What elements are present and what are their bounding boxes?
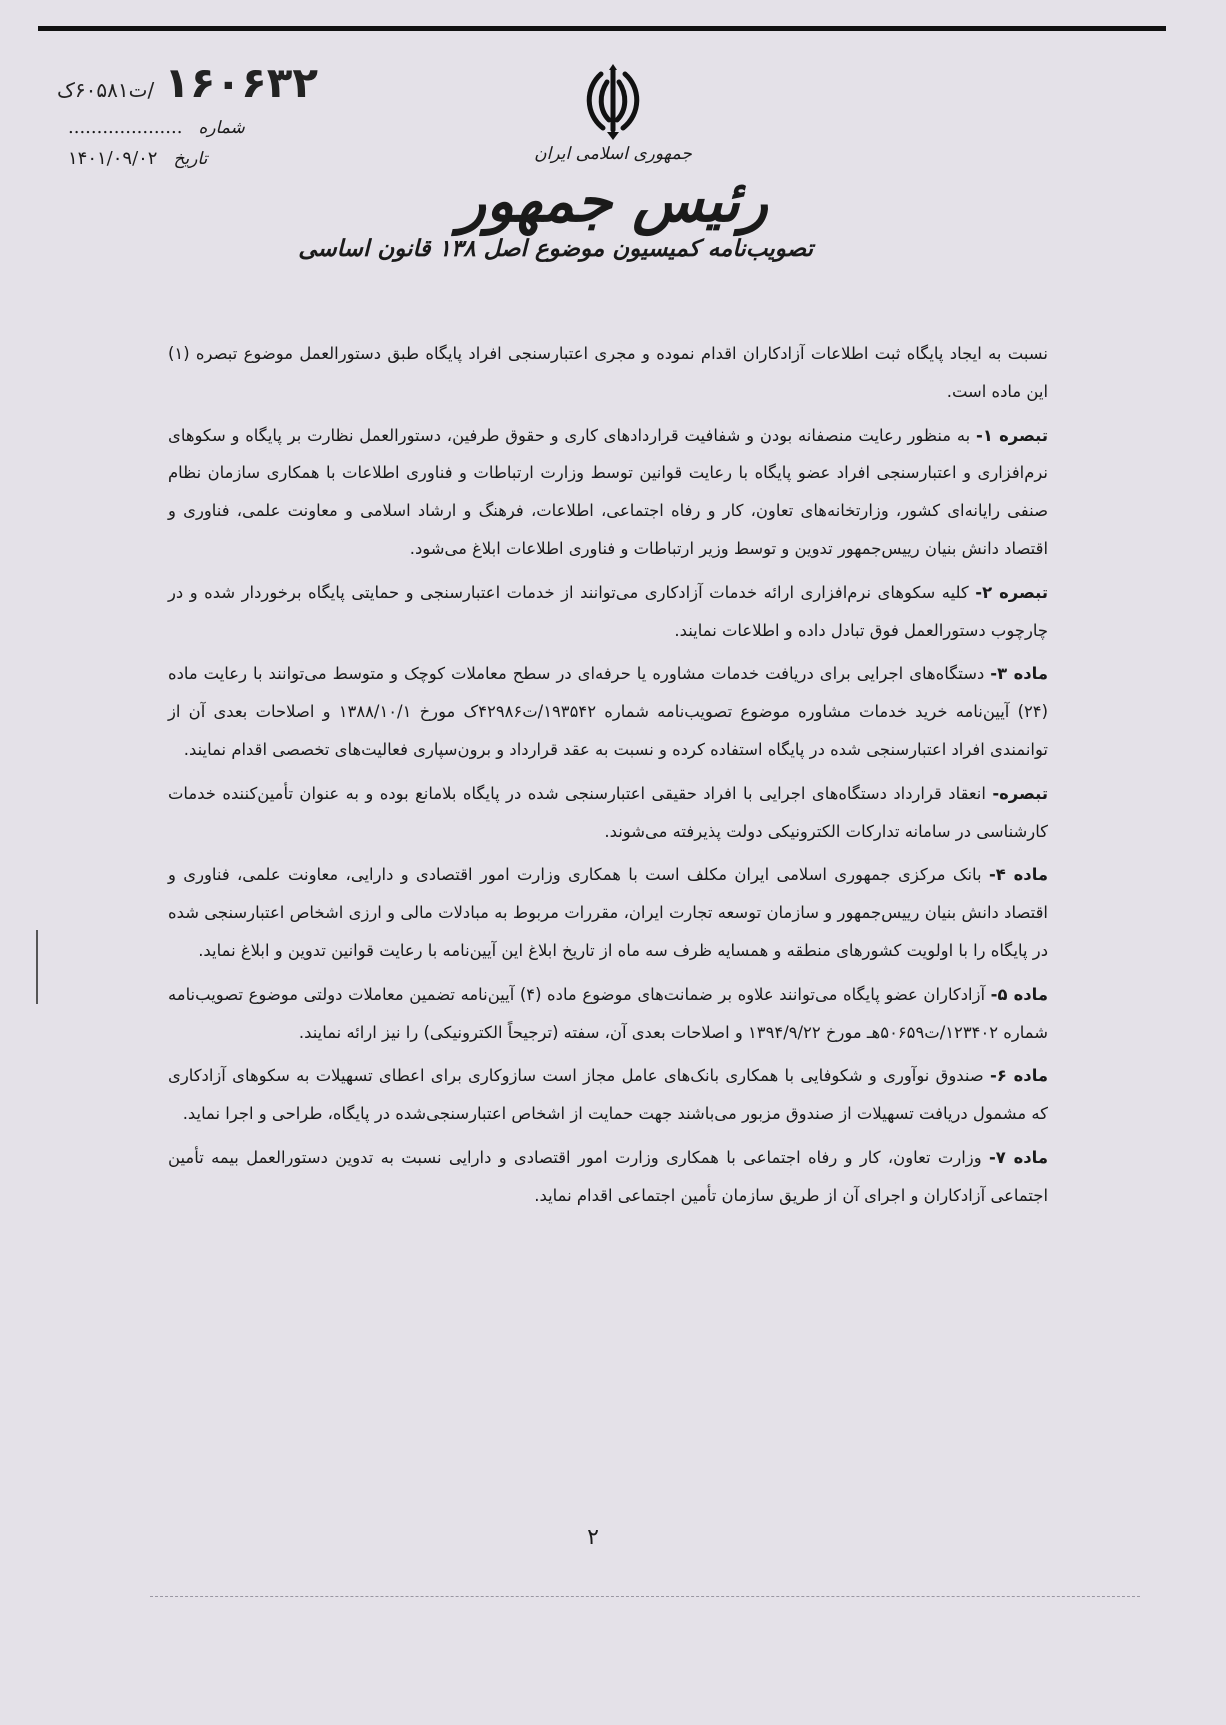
clause-lead: تبصره ۲- <box>975 582 1048 602</box>
number-value: .................... <box>68 117 183 138</box>
date-value: ۱۴۰۱/۰۹/۰۲ <box>68 148 158 169</box>
office-title: رئیس جمهور <box>458 167 768 235</box>
clause-text: انعقاد قرارداد دستگاه‌های اجرایی با افراد حقیقی اعتبارسنجی شده در پایگاه بلامانع بوده و به عنوان تأمین‌کننده خدمات کارشناسی در سامانه تدارکات الکترونیکی دولت پذیرفته می‌شوند. <box>168 783 1048 841</box>
commission-line: تصویب‌نامه کمیسیون موضوع اصل ۱۳۸ قانون اساسی <box>298 234 813 262</box>
page-number: ۲ <box>587 1525 599 1550</box>
clause-text: بانک مرکزی جمهوری اسلامی ایران مکلف است با همکاری وزارت امور اقتصادی و دارایی، معاونت علمی، فناوری و اقتصاد دانش بنیان رییس‌جمهور و سازمان توسعه تجارت ایران، مقررات مربوط به مبادلات مالی و ارزی اشخاص اعتبارسنجی شده در پایگاه را با اولویت کشورهای منطقه و همسایه ظرف سه ماه از تاریخ ابلاغ این آیین‌نامه با رعایت قوانین تدوین و ابلاغ نماید. <box>168 865 1048 960</box>
reference-line <box>56 58 318 107</box>
clause-text: به منظور رعایت منصفانه بودن و شفافیت قراردادهای کاری و حقوق طرفین، دستورالعمل نظارت بر پایگاه و سکوهای نرم‌افزاری و اعتبارسنجی افراد عضو پایگاه با رعایت قوانین توسط وزارت ارتباطات و فناوری اطلاعات با همکاری سازمان نظام صنفی رایانه‌ای کشور، وزارتخانه‌های تعاون، کار و رفاه اجتماعی، اطلاعات، فرهنگ و ارشاد اسلامی و معاونت علمی، فناوری و اقتصاد دانش بنیان رییس‌جمهور تدوین و توسط وزیر ارتباطات و فناوری اطلاعات ابلاغ می‌شود. <box>168 425 1048 558</box>
letterhead <box>298 62 813 262</box>
intro-paragraph <box>168 335 1048 411</box>
intro-text: نسبت به ایجاد پایگاه ثبت اطلاعات آزادکاران اقدام نموده و مجری اعتبارسنجی افراد پایگاه طبق دستورالعمل موضوع تبصره (۱) این ماده است. <box>168 344 1048 401</box>
number-row <box>68 117 318 138</box>
date-label: تاریخ <box>173 149 208 169</box>
clause-text: آزادکاران عضو پایگاه می‌توانند علاوه بر ضمانت‌های موضوع ماده (۴) آیین‌نامه تضمین معاملات دولتی موضوع تصویب‌نامه شماره ۱۲۳۴۰۲/ت۵۰۶۵۹هـ مورخ ۱۳۹۴/۹/۲۲ و اصلاحات بعدی آن، سفته (ترجیحاً الکترونیکی) را نیز ارائه نمایند. <box>168 984 1048 1042</box>
clause-article-7 <box>168 1139 1048 1215</box>
clause-lead: تبصره ۱- <box>976 425 1049 445</box>
clause-lead: ماده ۶- <box>990 1066 1048 1086</box>
clause-note-2 <box>168 574 1048 650</box>
reference-code: ت۶۰۵۸۱ک/ <box>56 78 155 102</box>
clause-article-6 <box>168 1057 1048 1133</box>
clause-lead: ماده ۳- <box>990 664 1048 684</box>
clause-lead: ماده ۷- <box>988 1147 1048 1167</box>
clause-text: کلیه سکوهای نرم‌افزاری ارائه خدمات آزادکاری می‌توانند از خدمات اعتبارسنجی و حمایتی پایگاه برخوردار شده و در چارچوب دستورالعمل فوق تبادل داده و اطلاعات نمایند. <box>168 582 1048 640</box>
clause-text: صندوق نوآوری و شکوفایی با همکاری بانک‌های عامل مجاز است سازوکاری برای اعطای تسهیلات به سکوهای آزادکاری که مشمول دریافت تسهیلات از صندوق مزبور می‌باشند جهت حمایت از اشخاص اعتبارسنجی‌شده در پایگاه، طراحی و اجرا نماید. <box>168 1066 1048 1124</box>
clause-lead: تبصره- <box>992 783 1048 803</box>
clause-article-3 <box>168 655 1048 768</box>
clause-text: دستگاه‌های اجرایی برای دریافت خدمات مشاوره یا حرفه‌ای در سطح معاملات کوچک و متوسط می‌توانند با رعایت ماده (۲۴) آیین‌نامه خرید خدمات مشاوره موضوع تصویب‌نامه شماره ۱۹۳۵۴۲/ت۴۲۹۸۶ک مورخ ۱۳۸۸/۱۰/۱ و اصلاحات بعدی آن از توانمندی افراد اعتبارسنجی شده در پایگاه استفاده کرده و نسبت به عقد قرارداد و برون‌سپاری فعالیت‌های تخصصی اقدام نمایند. <box>168 664 1048 759</box>
clause-lead: ماده ۴- <box>988 865 1048 885</box>
top-rule <box>38 26 1166 31</box>
clause-article-4 <box>168 856 1048 969</box>
reference-block <box>56 58 318 169</box>
clause-note-1 <box>168 417 1048 568</box>
reference-number: ۱۶۰۶۳۲ <box>164 58 318 107</box>
clause-lead: ماده ۵- <box>990 984 1048 1004</box>
margin-mark <box>36 930 38 1004</box>
clause-article-5 <box>168 976 1048 1052</box>
body-text <box>168 335 1048 1221</box>
republic-name: جمهوری اسلامی ایران <box>534 144 692 164</box>
iran-emblem-icon <box>581 62 645 142</box>
clause-text: وزارت تعاون، کار و رفاه اجتماعی با همکاری وزارت امور اقتصادی و دارایی نسبت به تدوین دستورالعمل بیمه تأمین اجتماعی آزادکاران و اجرای آن از طریق سازمان تأمین اجتماعی اقدام نماید. <box>168 1147 1048 1205</box>
date-row <box>68 148 318 169</box>
clause-note-3 <box>168 775 1048 851</box>
number-label: شماره <box>198 118 245 138</box>
footer-rule <box>150 1596 1140 1598</box>
